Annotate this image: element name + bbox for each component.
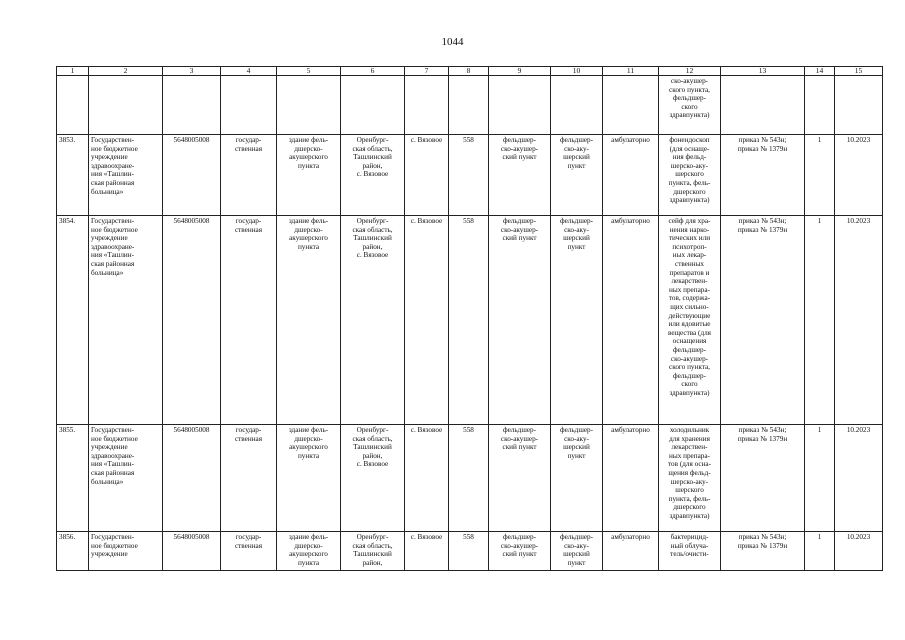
address-cell: Оренбург- ская область, Ташлинский район, с. Вязовое — [341, 425, 405, 532]
column-header: 8 — [449, 67, 489, 76]
unit-cell: фельдшер- ско-акушер- ский пункт — [489, 216, 551, 425]
row-number: 3855. — [57, 425, 89, 532]
locality-cell: с. Вязовое — [405, 425, 449, 532]
inn-cell: 5648005008 — [163, 216, 221, 425]
care-type-cell: амбулаторно — [603, 425, 659, 532]
quantity-cell: 1 — [805, 216, 835, 425]
code-cell: 558 — [449, 425, 489, 532]
row-number: 3856. — [57, 532, 89, 571]
date-cell: 10.2023 — [835, 425, 883, 532]
column-header: 15 — [835, 67, 883, 76]
ownership-cell: государ- ственная — [221, 532, 277, 571]
unit-cell: фельдшер- ско-акушер- ский пункт — [489, 425, 551, 532]
ownership-cell: государ- ственная — [221, 135, 277, 216]
equipment-cell: сейф для хра- нения нарко- тических или психотроп- ных лекар- ственных препаратов и лекарствен- ных препара- тов, содержа- щих сильно- действующие или ядовитые вещества (для оснащения фельдшер- ско-акушер- ского пункта, фельдшер- ского здравпункта) — [659, 216, 721, 425]
organization-cell: Государствен- ное бюджетное учреждение — [89, 532, 163, 571]
care-type-cell: амбулаторно — [603, 135, 659, 216]
organization-cell: Государствен- ное бюджетное учреждение здравоохране- ния «Ташлин- ская районная больница» — [89, 135, 163, 216]
quantity-cell: 1 — [805, 135, 835, 216]
column-header: 3 — [163, 67, 221, 76]
equipment-cell: холодильник для хранения лекарствен- ных препара- тов (для осна- щения фельд- шерско-аку- шерского пункта, фель- дшерского здравпункта) — [659, 425, 721, 532]
address-cell: Оренбург- ская область, Ташлинский район, с. Вязовое — [341, 216, 405, 425]
date-cell: 10.2023 — [835, 135, 883, 216]
building-cell: здание фель- дшерско- акушерского пункта — [277, 216, 341, 425]
unit-type-cell: фельдшер- ско-аку- шерский пункт — [551, 135, 603, 216]
page-number: 1044 — [441, 36, 464, 48]
unit-type-cell: фельдшер- ско-аку- шерский пункт — [551, 532, 603, 571]
address-cell: Оренбург- ская область, Ташлинский район, — [341, 532, 405, 571]
order-cell: приказ № 543н; приказ № 1379н — [721, 532, 805, 571]
inn-cell: 5648005008 — [163, 532, 221, 571]
table-row — [57, 216, 883, 425]
column-number-row — [57, 67, 883, 76]
column-header: 5 — [277, 67, 341, 76]
unit-cell: фельдшер- ско-акушер- ский пункт — [489, 532, 551, 571]
building-cell: здание фель- дшерско- акушерского пункта — [277, 425, 341, 532]
care-type-cell: амбулаторно — [603, 532, 659, 571]
code-cell: 558 — [449, 216, 489, 425]
column-header: 9 — [489, 67, 551, 76]
registry-table — [56, 66, 883, 571]
equipment-cell: бактерицид- ный облуча- тель/очисти- — [659, 532, 721, 571]
inn-cell: 5648005008 — [163, 135, 221, 216]
locality-cell: с. Вязовое — [405, 532, 449, 571]
column-header: 10 — [551, 67, 603, 76]
column-header: 13 — [721, 67, 805, 76]
column-header: 12 — [659, 67, 721, 76]
column-header: 4 — [221, 67, 277, 76]
building-cell: здание фель- дшерско- акушерского пункта — [277, 135, 341, 216]
column-header: 6 — [341, 67, 405, 76]
code-cell: 558 — [449, 532, 489, 571]
column-header: 2 — [89, 67, 163, 76]
ownership-cell: государ- ственная — [221, 425, 277, 532]
locality-cell: с. Вязовое — [405, 135, 449, 216]
organization-cell: Государствен- ное бюджетное учреждение здравоохране- ния «Ташлин- ская районная больница» — [89, 425, 163, 532]
equipment-cell: ско-акушер- ского пункта, фельдшер- ского здравпункта) — [659, 76, 721, 135]
column-header: 11 — [603, 67, 659, 76]
date-cell: 10.2023 — [835, 532, 883, 571]
continuation-row — [57, 76, 883, 135]
table-row — [57, 425, 883, 532]
ownership-cell: государ- ственная — [221, 216, 277, 425]
quantity-cell: 1 — [805, 532, 835, 571]
code-cell: 558 — [449, 135, 489, 216]
table-row — [57, 135, 883, 216]
order-cell: приказ № 543н; приказ № 1379н — [721, 135, 805, 216]
organization-cell: Государствен- ное бюджетное учреждение здравоохране- ния «Ташлин- ская районная больница» — [89, 216, 163, 425]
column-header: 7 — [405, 67, 449, 76]
equipment-cell: фонендоскоп (для оснаще- ния фельд- шерско-аку- шерского пункта, фель- дшерского здравпункта) — [659, 135, 721, 216]
date-cell: 10.2023 — [835, 216, 883, 425]
quantity-cell: 1 — [805, 425, 835, 532]
locality-cell: с. Вязовое — [405, 216, 449, 425]
column-header: 14 — [805, 67, 835, 76]
row-number: 3854. — [57, 216, 89, 425]
table-row — [57, 532, 883, 571]
building-cell: здание фель- дшерско- акушерского пункта — [277, 532, 341, 571]
inn-cell: 5648005008 — [163, 425, 221, 532]
order-cell: приказ № 543н; приказ № 1379н — [721, 216, 805, 425]
unit-type-cell: фельдшер- ско-аку- шерский пункт — [551, 216, 603, 425]
row-number: 3853. — [57, 135, 89, 216]
care-type-cell: амбулаторно — [603, 216, 659, 425]
unit-type-cell: фельдшер- ско-аку- шерский пункт — [551, 425, 603, 532]
unit-cell: фельдшер- ско-акушер- ский пункт — [489, 135, 551, 216]
column-header: 1 — [57, 67, 89, 76]
order-cell: приказ № 543н; приказ № 1379н — [721, 425, 805, 532]
address-cell: Оренбург- ская область, Ташлинский район, с. Вязовое — [341, 135, 405, 216]
